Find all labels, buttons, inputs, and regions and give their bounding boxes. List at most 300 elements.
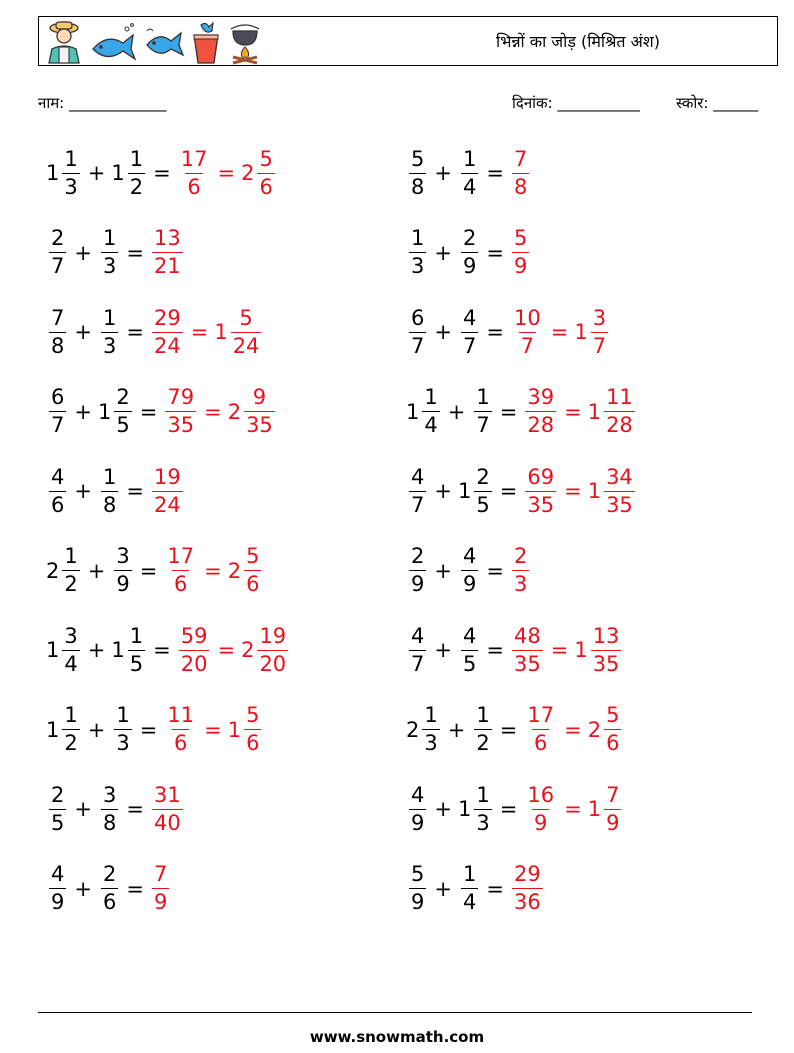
- plus-sign: +: [447, 399, 466, 424]
- fraction: [461, 228, 478, 277]
- mixed-number: [406, 464, 428, 517]
- numerator: 3: [116, 544, 130, 568]
- denominator: 2: [64, 731, 78, 755]
- denominator: 35: [513, 651, 541, 676]
- mixed-number: [46, 864, 68, 913]
- fraction: [49, 864, 66, 913]
- answer-fraction: [512, 146, 529, 199]
- equals-sign: =: [190, 320, 209, 344]
- plus-sign: +: [74, 399, 92, 424]
- numerator: 3: [102, 782, 117, 807]
- equals-sign: =: [139, 399, 158, 424]
- fraction: [101, 864, 118, 913]
- denominator: 6: [187, 174, 201, 199]
- equals-sign: =: [564, 399, 582, 424]
- numerator: 1: [462, 146, 477, 171]
- equals-sign: =: [139, 717, 158, 742]
- fraction: [62, 705, 79, 754]
- whole-part: 1: [587, 479, 602, 503]
- denominator: 4: [462, 174, 477, 199]
- numerator: 1: [476, 703, 490, 727]
- denominator: 9: [411, 890, 425, 914]
- mixed-number: [98, 864, 120, 913]
- numerator: 6: [51, 385, 65, 409]
- mixed-number: [458, 623, 480, 676]
- numerator: 69: [527, 464, 555, 489]
- mixed-number: [98, 387, 134, 436]
- fraction: [474, 464, 491, 517]
- denominator: 40: [153, 810, 181, 835]
- mixed-number: [111, 146, 147, 199]
- numerator: 11: [167, 703, 195, 727]
- numerator: 5: [246, 703, 260, 727]
- mixed-number: [46, 705, 82, 754]
- numerator: 2: [462, 226, 477, 250]
- fraction: [461, 146, 478, 199]
- problem-14: [406, 618, 623, 682]
- plus-sign: +: [434, 558, 452, 583]
- fraction: [114, 705, 131, 754]
- denominator: 9: [411, 810, 425, 835]
- footer-divider: [38, 1012, 752, 1013]
- whole-part: 1: [574, 320, 588, 344]
- equals-sign: =: [153, 161, 171, 185]
- equals-sign: =: [564, 479, 582, 503]
- numerator: 4: [411, 623, 425, 648]
- mixed-number: [406, 623, 428, 676]
- mixed-number: [98, 305, 120, 358]
- mixed-number: [406, 546, 428, 595]
- denominator: 9: [534, 810, 548, 835]
- mixed-number: [406, 146, 428, 199]
- numerator: 13: [592, 623, 620, 648]
- equals-sign: =: [204, 558, 222, 583]
- equals-sign: =: [204, 399, 222, 424]
- denominator: 7: [592, 333, 607, 358]
- whole-part: 2: [46, 558, 60, 583]
- numerator: 7: [513, 146, 528, 171]
- numerator: 5: [246, 544, 260, 568]
- fraction: [49, 387, 66, 436]
- whole-part: 1: [406, 399, 420, 424]
- mixed-number: [458, 228, 480, 277]
- mixed-number: [458, 305, 480, 358]
- denominator: 8: [102, 492, 117, 517]
- whole-part: 1: [574, 638, 588, 662]
- plus-sign: +: [434, 240, 452, 265]
- numerator: 17: [527, 703, 555, 727]
- denominator: 5: [476, 492, 490, 517]
- problem-5: [46, 300, 263, 364]
- worksheet-header: [38, 16, 778, 66]
- denominator: 35: [246, 413, 273, 437]
- answer-mixed-number: [588, 387, 637, 436]
- date-field[interactable]: दिनांक: ___________: [512, 94, 640, 112]
- fraction: [409, 623, 426, 676]
- fraction: [461, 623, 478, 676]
- numerator: 1: [129, 623, 144, 648]
- denominator: 4: [424, 413, 438, 437]
- denominator: 7: [411, 492, 425, 517]
- mixed-number: [46, 387, 68, 436]
- whole-part: 1: [111, 638, 125, 662]
- whole-part: 1: [46, 717, 60, 742]
- fraction: [474, 387, 491, 436]
- score-field[interactable]: स्कोर: ______: [676, 94, 759, 112]
- problem-12: [406, 539, 531, 603]
- numerator: 1: [424, 703, 438, 727]
- denominator: 9: [462, 572, 477, 596]
- mixed-number: [406, 705, 442, 754]
- denominator: 2: [64, 572, 78, 596]
- numerator: 1: [64, 544, 78, 568]
- equals-sign: =: [486, 161, 504, 185]
- answer-fraction: [525, 705, 556, 754]
- equals-sign: =: [486, 638, 504, 662]
- plus-sign: +: [74, 240, 92, 265]
- fraction: [409, 782, 426, 835]
- whole-part: 1: [214, 320, 228, 344]
- equals-sign: =: [153, 638, 171, 662]
- numerator: 7: [51, 305, 65, 330]
- denominator: 6: [102, 890, 117, 914]
- problem-8: [406, 380, 637, 444]
- numerator: 3: [64, 623, 78, 648]
- fraction: [409, 305, 426, 358]
- fraction: [244, 387, 275, 436]
- denominator: 3: [513, 572, 528, 596]
- fraction: [422, 387, 439, 436]
- numerator: 2: [116, 385, 130, 409]
- fraction: [257, 623, 288, 676]
- equals-sign: =: [499, 479, 518, 503]
- plus-sign: +: [74, 479, 92, 503]
- numerator: 5: [239, 305, 253, 330]
- numerator: 48: [513, 623, 541, 648]
- numerator: 5: [411, 146, 425, 171]
- whole-part: 2: [587, 717, 602, 742]
- denominator: 9: [462, 254, 477, 278]
- numerator: 13: [153, 226, 181, 250]
- fraction: [604, 464, 635, 517]
- whole-part: 1: [111, 161, 125, 185]
- answer-mixed-number: [574, 305, 610, 358]
- equals-sign: =: [126, 320, 144, 344]
- fraction: [474, 782, 491, 835]
- denominator: 2: [476, 731, 490, 755]
- numerator: 34: [606, 464, 633, 489]
- denominator: 5: [462, 651, 477, 676]
- numerator: 2: [102, 862, 117, 886]
- numerator: 1: [424, 385, 438, 409]
- denominator: 9: [513, 254, 528, 278]
- mixed-number: [458, 546, 480, 595]
- mixed-number: [406, 387, 442, 436]
- whole-part: 1: [227, 717, 242, 742]
- worksheet-title: भिन्नों का जोड़ (मिश्रित अंश): [496, 32, 660, 51]
- equals-sign: =: [204, 717, 222, 742]
- numerator: 4: [462, 305, 477, 330]
- mixed-number: [111, 546, 133, 595]
- numerator: 9: [252, 385, 267, 409]
- equals-sign: =: [499, 399, 518, 424]
- numerator: 4: [411, 464, 425, 489]
- problem-4: [406, 221, 531, 285]
- answer-fraction: [512, 305, 543, 358]
- fraction: [409, 228, 426, 277]
- mixed-number: [457, 782, 494, 835]
- fraction: [114, 546, 131, 595]
- problem-1: [46, 141, 277, 205]
- denominator: 9: [606, 810, 620, 835]
- problem-2: [406, 141, 531, 205]
- denominator: 8: [513, 174, 528, 199]
- mixed-number: [471, 705, 493, 754]
- whole-part: 1: [46, 161, 60, 185]
- info-row: [38, 93, 778, 117]
- equals-sign: =: [564, 797, 582, 821]
- denominator: 9: [51, 890, 65, 914]
- fraction: [49, 464, 66, 517]
- fraction: [257, 146, 274, 199]
- denominator: 6: [174, 731, 188, 755]
- whole-part: 1: [457, 479, 472, 503]
- mixed-number: [406, 228, 428, 277]
- answer-mixed-number: [228, 546, 264, 595]
- plus-sign: +: [434, 638, 452, 662]
- answer-fraction: [525, 387, 556, 436]
- answer-fraction: [525, 782, 556, 835]
- answer-mixed-number: [587, 464, 637, 517]
- equals-sign: =: [217, 161, 236, 185]
- fraction: [49, 305, 66, 358]
- numerator: 4: [462, 544, 477, 568]
- whole-part: 1: [587, 399, 602, 424]
- denominator: 35: [167, 413, 195, 437]
- problem-11: [46, 539, 263, 603]
- denominator: 35: [527, 492, 555, 517]
- mixed-number: [111, 705, 133, 754]
- denominator: 3: [411, 254, 425, 278]
- numerator: 1: [129, 146, 144, 171]
- numerator: 1: [476, 385, 490, 409]
- mixed-number: [111, 623, 147, 676]
- answer-fraction: [152, 782, 183, 835]
- numerator: 10: [513, 305, 541, 330]
- equals-sign: =: [550, 638, 569, 662]
- fraction: [461, 864, 478, 913]
- problem-18: [406, 777, 623, 841]
- fraction: [101, 464, 118, 517]
- numerator: 1: [102, 305, 117, 330]
- answer-mixed-number: [587, 782, 624, 835]
- denominator: 6: [259, 174, 273, 199]
- equals-sign: =: [126, 876, 144, 901]
- plus-sign: +: [74, 797, 92, 821]
- numerator: 17: [167, 544, 195, 568]
- fraction: [604, 705, 621, 754]
- problem-7: [46, 380, 277, 444]
- denominator: 8: [51, 333, 65, 358]
- answer-fraction: [152, 864, 169, 913]
- answer-fraction: [512, 228, 529, 277]
- numerator: 59: [180, 623, 208, 648]
- plus-sign: +: [434, 797, 452, 821]
- equals-sign: =: [550, 320, 569, 344]
- equals-sign: =: [126, 797, 144, 821]
- mixed-number: [471, 387, 493, 436]
- numerator: 1: [462, 862, 477, 886]
- denominator: 7: [51, 413, 65, 437]
- mixed-number: [46, 782, 68, 835]
- equals-sign: =: [139, 558, 158, 583]
- denominator: 28: [606, 413, 633, 437]
- whole-part: 2: [406, 717, 420, 742]
- answer-fraction: [512, 546, 529, 595]
- numerator: 7: [153, 862, 168, 886]
- problem-16: [406, 698, 623, 762]
- numerator: 2: [411, 544, 425, 568]
- denominator: 6: [51, 492, 65, 517]
- whole-part: 1: [457, 797, 472, 821]
- equals-sign: =: [126, 479, 144, 503]
- numerator: 17: [180, 146, 208, 171]
- whole-part: 2: [241, 638, 255, 662]
- denominator: 2: [129, 174, 144, 199]
- problem-20: [406, 857, 545, 921]
- numerator: 5: [259, 146, 273, 171]
- mixed-number: [46, 228, 68, 277]
- fraction: [231, 305, 262, 358]
- mixed-number: [46, 464, 68, 517]
- denominator: 35: [592, 651, 620, 676]
- denominator: 7: [462, 333, 477, 358]
- denominator: 24: [153, 492, 181, 517]
- denominator: 5: [129, 651, 144, 676]
- problem-15: [46, 698, 263, 762]
- fraction: [409, 464, 426, 517]
- denominator: 6: [246, 572, 260, 596]
- answer-fraction: [165, 705, 196, 754]
- numerator: 4: [411, 782, 425, 807]
- whole-part: 1: [97, 399, 112, 424]
- denominator: 5: [116, 413, 130, 437]
- numerator: 7: [606, 782, 620, 807]
- answer-fraction: [165, 546, 196, 595]
- fraction: [422, 705, 439, 754]
- denominator: 9: [411, 572, 425, 596]
- answer-mixed-number: [574, 623, 623, 676]
- numerator: 39: [527, 385, 555, 409]
- denominator: 7: [476, 413, 490, 437]
- whole-part: 2: [241, 161, 255, 185]
- whole-part: 2: [227, 558, 242, 583]
- mixed-number: [458, 864, 480, 913]
- fraction: [244, 546, 261, 595]
- equals-sign: =: [486, 320, 504, 344]
- name-field[interactable]: नाम: _____________: [38, 94, 167, 112]
- fraction: [101, 228, 118, 277]
- mixed-number: [406, 864, 428, 913]
- fraction: [409, 146, 426, 199]
- mixed-number: [406, 305, 428, 358]
- answer-mixed-number: [228, 705, 264, 754]
- denominator: 6: [246, 731, 260, 755]
- mixed-number: [458, 146, 480, 199]
- plus-sign: +: [87, 638, 106, 662]
- denominator: 6: [606, 731, 620, 755]
- mixed-number: [46, 305, 68, 358]
- mixed-number: [98, 228, 120, 277]
- numerator: 2: [51, 226, 65, 250]
- answer-fraction: [525, 464, 556, 517]
- numerator: 31: [153, 782, 181, 807]
- problem-3: [46, 221, 185, 285]
- equals-sign: =: [499, 717, 518, 742]
- plus-sign: +: [74, 876, 92, 901]
- numerator: 4: [462, 623, 477, 648]
- answer-mixed-number: [588, 705, 624, 754]
- problem-13: [46, 618, 290, 682]
- fraction: [474, 705, 491, 754]
- numerator: 1: [64, 146, 78, 171]
- denominator: 3: [116, 731, 130, 755]
- denominator: 5: [51, 810, 65, 835]
- fraction: [101, 305, 118, 358]
- problem-10: [406, 459, 637, 523]
- denominator: 24: [232, 333, 260, 358]
- numerator: 11: [606, 385, 633, 409]
- fraction: [128, 623, 145, 676]
- numerator: 1: [102, 226, 117, 250]
- answer-mixed-number: [214, 305, 263, 358]
- fraction: [128, 146, 145, 199]
- numerator: 2: [513, 544, 528, 568]
- numerator: 4: [51, 464, 65, 489]
- denominator: 24: [153, 333, 181, 358]
- answer-fraction: [152, 464, 183, 517]
- denominator: 20: [180, 651, 208, 676]
- plus-sign: +: [87, 558, 106, 583]
- numerator: 16: [527, 782, 555, 807]
- denominator: 8: [411, 174, 425, 199]
- numerator: 1: [64, 703, 78, 727]
- equals-sign: =: [486, 876, 504, 901]
- equals-sign: =: [564, 717, 582, 742]
- denominator: 9: [116, 572, 130, 596]
- fraction: [604, 387, 635, 436]
- denominator: 7: [411, 333, 425, 358]
- mixed-number: [46, 546, 82, 595]
- footer-url[interactable]: www.snowmath.com: [309, 1028, 485, 1046]
- denominator: 4: [462, 890, 477, 914]
- equals-sign: =: [499, 797, 518, 821]
- fraction: [49, 228, 66, 277]
- fraction: [409, 546, 426, 595]
- mixed-number: [46, 146, 82, 199]
- problem-6: [406, 300, 610, 364]
- answer-fraction: [165, 387, 196, 436]
- equals-sign: =: [126, 240, 144, 265]
- denominator: 4: [64, 651, 78, 676]
- fraction: [62, 146, 79, 199]
- numerator: 1: [102, 464, 117, 489]
- numerator: 1: [116, 703, 130, 727]
- plus-sign: +: [87, 717, 106, 742]
- plus-sign: +: [74, 320, 92, 344]
- numerator: 2: [51, 782, 65, 807]
- fraction: [244, 705, 261, 754]
